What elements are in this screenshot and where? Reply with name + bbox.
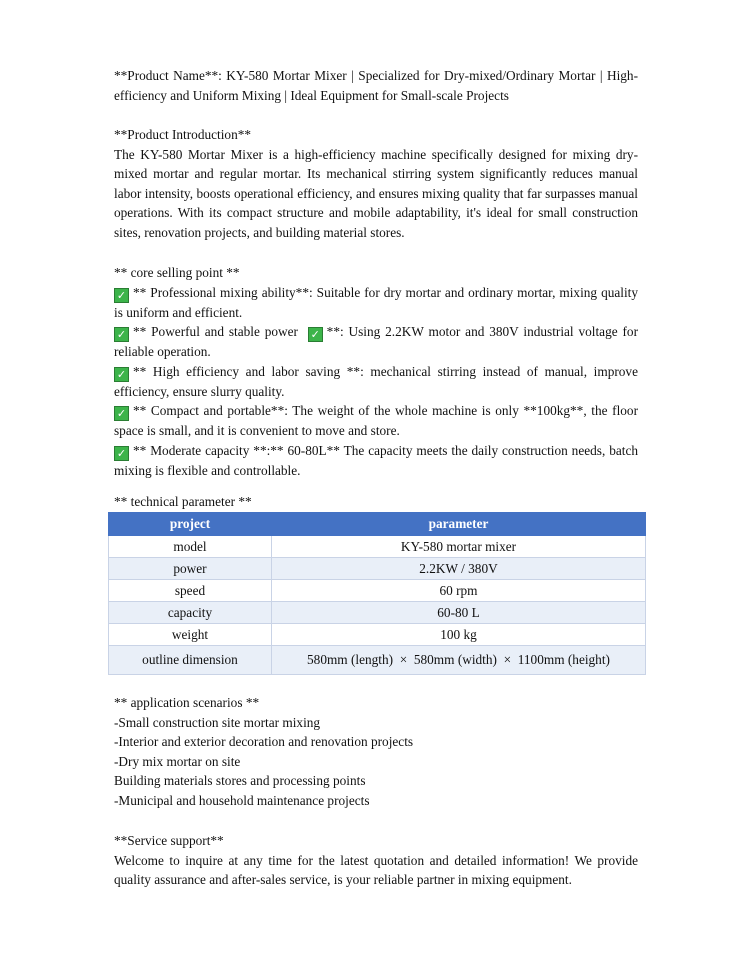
table-row: weight 100 kg — [109, 624, 646, 646]
list-item: -Municipal and household maintenance projects — [114, 792, 370, 808]
check-icon: ✓ — [114, 367, 129, 382]
applications-section — [114, 693, 638, 811]
selling-item: ✓ ** Powerful and stable power ✓ **: Using 2.2KW motor and 380V industrial voltage for reliable operation. — [114, 324, 638, 360]
product-name: **Product Name**: KY-580 Mortar Mixer | Specialized for Dry-mixed/Ordinary Mortar | High-efficiency and Uniform Mixing | Ideal Equipment for Small-scale Projects — [114, 68, 638, 103]
list-item: -Interior and exterior decoration and renovation projects — [114, 734, 414, 750]
column-header: parameter — [272, 513, 646, 536]
service-section — [114, 831, 638, 890]
service-heading: **Service support** — [114, 833, 224, 848]
parameter-table — [108, 512, 646, 675]
service-body: Welcome to inquire at any time for the latest quotation and detailed information! We provide quality assurance and after-sales service, is your reliable partner in mixing equipment. — [114, 852, 638, 888]
tech-heading: ** technical parameter ** — [114, 494, 252, 509]
table-row: power 2.2KW / 380V — [109, 558, 646, 580]
selling-item: ✓ ** Compact and portable**: The weight of the whole machine is only **100kg**, the floor space is small, and it is convenient to move and store. — [114, 403, 638, 439]
table-row: capacity 60-80 L — [109, 602, 646, 624]
table-row: outline dimension 580mm (length) × 580mm (width) × 1100mm (height) — [109, 646, 646, 675]
list-item: Building materials stores and processing points — [114, 773, 366, 789]
selling-section — [114, 263, 638, 481]
table-row: speed 60 rpm — [109, 580, 646, 602]
list-item: -Dry mix mortar on site — [114, 753, 241, 769]
applications-heading: ** application scenarios ** — [114, 695, 260, 710]
selling-item: ✓ ** High efficiency and labor saving **: mechanical stirring instead of manual, improve efficiency, ensure slurry quality. — [114, 363, 638, 399]
check-icon: ✓ — [114, 327, 129, 342]
intro-section — [114, 125, 638, 243]
selling-heading: ** core selling point ** — [114, 265, 240, 280]
intro-body: The KY-580 Mortar Mixer is a high-efficiency machine specifically designed for mixing dry-mixed mortar and regular mortar. Its mechanical stirring system significantly reduces manual labor intensity, boosts operational efficiency, and ensures mixing quality that far surpasses manual operations. With its compact structure and mobile adaptability, it's ideal for small construction sites, renovation projects, and building material stores. — [114, 146, 638, 240]
check-icon: ✓ — [114, 406, 129, 421]
list-item: -Small construction site mortar mixing — [114, 714, 321, 730]
intro-heading: **Product Introduction** — [114, 127, 252, 142]
selling-item: ✓ ** Professional mixing ability**: Suitable for dry mortar and ordinary mortar, mixing quality is uniform and efficient. — [114, 284, 638, 320]
table-row: model KY-580 mortar mixer — [109, 536, 646, 558]
check-icon: ✓ — [114, 288, 129, 303]
selling-item: ✓ ** Moderate capacity **:** 60-80L** The capacity meets the daily construction needs, batch mixing is flexible and controllable. — [114, 442, 638, 478]
check-icon: ✓ — [114, 446, 129, 461]
column-header: project — [109, 513, 272, 536]
check-icon: ✓ — [308, 327, 323, 342]
